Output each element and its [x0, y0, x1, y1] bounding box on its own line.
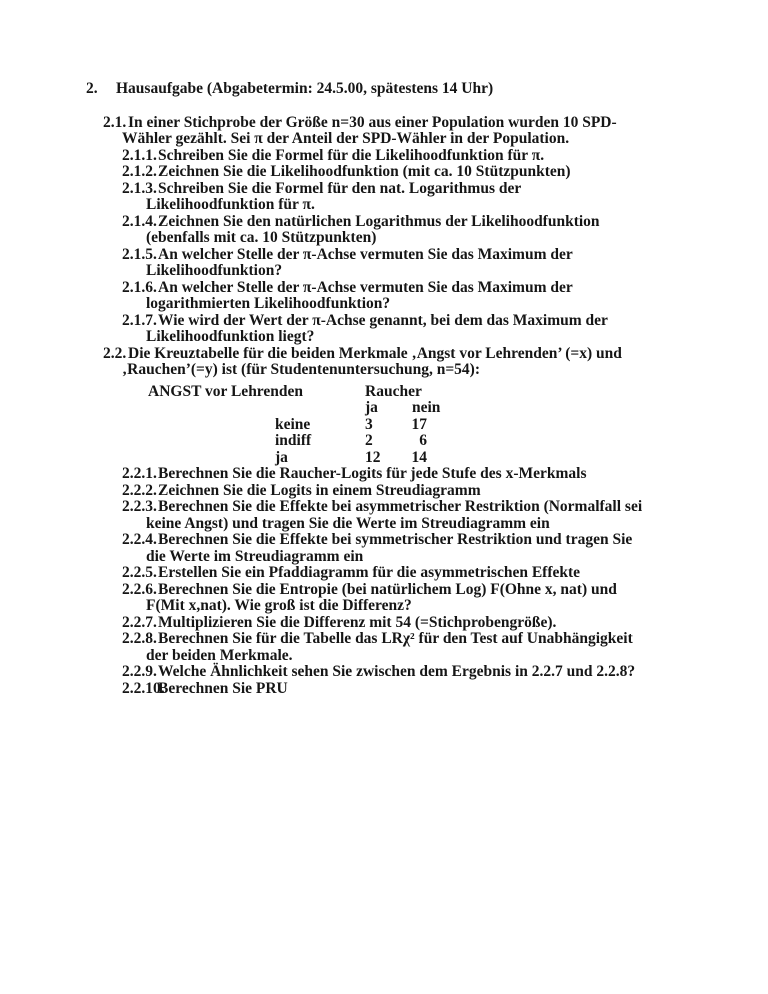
list-item-2-2-1	[0, 466, 768, 483]
item-number: 2.2.	[103, 344, 127, 362]
list-item-2-1-7	[0, 313, 768, 346]
list-item-2-2-4	[0, 532, 768, 565]
row-label: indiff	[275, 432, 312, 449]
item-number: 2.1.7.	[122, 311, 157, 329]
list-item-2-2-3	[0, 499, 768, 532]
item-text-line: Zeichnen Sie die Logits in einem Streudiagramm	[158, 481, 481, 499]
item-text-line: In einer Stichprobe der Größe n=30 aus einer Population wurden 10 SPD-	[128, 113, 617, 131]
list-item-2-2-5	[0, 565, 768, 582]
item-number: 2.1.	[103, 113, 127, 131]
item-number: 2.2.8.	[122, 630, 157, 647]
item-text-line: Wie wird der Wert der π-Achse genannt, bei dem das Maximum der	[158, 311, 608, 329]
list-item-2-1-5	[0, 247, 768, 280]
cell-value-ja: 3	[365, 415, 373, 433]
item-text-line: An welcher Stelle der π-Achse vermuten Sie das Maximum der	[158, 245, 573, 263]
item-text-line: Berechnen Sie PRU	[158, 679, 288, 697]
item-text-line: der beiden Merkmale.	[146, 646, 293, 664]
item-text-line: die Werte im Streudiagramm ein	[146, 547, 364, 565]
list-item-2-2-7	[0, 615, 768, 632]
list-item-2-2	[0, 346, 768, 379]
item-text-line: Schreiben Sie die Formel für den nat. Logarithmus der	[158, 179, 522, 197]
heading-text: Hausaufgabe (Abgabetermin: 24.5.00, spätestens 14 Uhr)	[116, 80, 494, 97]
item-number: 2.2.1.	[122, 465, 157, 482]
table-col-labels-row	[148, 400, 768, 417]
table-row	[148, 433, 768, 450]
list-item-2-2-10	[0, 681, 768, 698]
item-list	[0, 115, 768, 698]
row-label: keine	[275, 415, 311, 433]
row-dimension-title: ANGST vor Lehrenden	[148, 382, 304, 400]
cell-value-nein: 17	[411, 415, 427, 433]
item-text-line: Likelihoodfunktion für π.	[146, 196, 315, 213]
item-text-line: Erstellen Sie ein Pfaddiagramm für die asymmetrischen Effekte	[158, 564, 581, 581]
item-text-line: Likelihoodfunktion liegt?	[146, 328, 315, 345]
list-item-2-1-3	[0, 181, 768, 214]
item-text-line: Berechnen Sie die Effekte bei asymmetrischer Restriktion (Normalfall sei	[158, 498, 643, 515]
col-dimension-title: Raucher	[365, 382, 422, 400]
heading-item	[0, 81, 768, 98]
item-number: 2.2.5.	[122, 564, 157, 581]
item-number: 2.2.6.	[122, 580, 157, 598]
item-number: 2.1.4.	[122, 212, 157, 230]
item-text-line: Zeichnen Sie den natürlichen Logarithmus der Likelihoodfunktion	[158, 212, 600, 230]
list-item-2-1-4	[0, 214, 768, 247]
table-row	[148, 417, 768, 434]
col-label-ja: ja	[365, 399, 378, 416]
item-text-line: Wähler gezählt. Sei π der Anteil der SPD-Wähler in der Population.	[122, 130, 570, 147]
item-number: 2.2.10.	[122, 679, 165, 697]
list-item-2-1-6	[0, 280, 768, 313]
list-item-2-1	[0, 115, 768, 148]
item-number: 2.1.5.	[122, 245, 157, 263]
item-text-line: An welcher Stelle der π-Achse vermuten Sie das Maximum der	[158, 278, 573, 296]
item-number: 2.2.9.	[122, 663, 157, 680]
list-item-2-2-8	[0, 631, 768, 664]
item-text-line: logarithmierten Likelihoodfunktion?	[146, 295, 391, 312]
item-text-line: Zeichnen Sie die Likelihoodfunktion (mit ca. 10 Stützpunkten)	[158, 163, 571, 180]
item-text-line: keine Angst) und tragen Sie die Werte im Streudiagramm ein	[146, 514, 550, 532]
item-number: 2.2.7.	[122, 613, 157, 631]
item-text-line: F(Mit x,nat). Wie groß ist die Differenz?	[146, 597, 412, 614]
item-text-line: Berechnen Sie die Raucher-Logits für jede Stufe des x-Merkmals	[158, 465, 587, 482]
item-text-line: Berechnen Sie die Entropie (bei natürlichem Log) F(Ohne x, nat) und	[158, 580, 617, 598]
item-text-line: Berechnen Sie für die Tabelle das LRχ² für den Test auf Unabhängigkeit	[158, 630, 633, 647]
item-number: 2.2.3.	[122, 498, 157, 515]
item-number: 2.2.4.	[122, 531, 157, 548]
heading-number: 2.	[86, 80, 98, 97]
item-text-line: Welche Ähnlichkeit sehen Sie zwischen dem Ergebnis in 2.2.7 und 2.2.8?	[158, 663, 636, 680]
cell-value-nein: 14	[411, 448, 427, 466]
cell-value-nein: 6	[419, 432, 427, 449]
item-number: 2.1.3.	[122, 179, 157, 197]
col-label-nein: nein	[412, 399, 441, 416]
list-item-2-2-2	[0, 483, 768, 500]
item-number: 2.1.6.	[122, 278, 157, 296]
list-item-2-1-2	[0, 164, 768, 181]
cell-value-ja: 2	[365, 432, 373, 449]
list-item-2-2-9	[0, 664, 768, 681]
item-text-line: Berechnen Sie die Effekte bei symmetrischer Restriktion und tragen Sie	[158, 531, 633, 548]
list-item-2-1-1	[0, 148, 768, 165]
item-text-line: Die Kreuztabelle für die beiden Merkmale ‚Angst vor Lehrenden’ (=x) und	[128, 344, 622, 362]
item-text-line: Schreiben Sie die Formel für die Likelihoodfunktion für π.	[158, 146, 545, 164]
item-text-line: Multiplizieren Sie die Differenz mit 54 (=Stichprobengröße).	[158, 613, 557, 631]
cell-value-ja: 12	[365, 448, 381, 466]
item-text-line: Likelihoodfunktion?	[146, 262, 283, 279]
table-header-row	[148, 384, 768, 401]
item-number: 2.2.2.	[122, 481, 157, 499]
item-text-line: ‚Rauchen’(=y) ist (für Studentenuntersuchung, n=54):	[122, 361, 480, 378]
item-number: 2.1.1.	[122, 146, 157, 164]
item-number: 2.1.2.	[122, 163, 157, 180]
row-label: ja	[275, 448, 288, 466]
table-row	[148, 450, 768, 467]
item-text-line: (ebenfalls mit ca. 10 Stützpunkten)	[146, 229, 377, 246]
cross-table	[148, 384, 768, 467]
list-item-2-2-6	[0, 582, 768, 615]
